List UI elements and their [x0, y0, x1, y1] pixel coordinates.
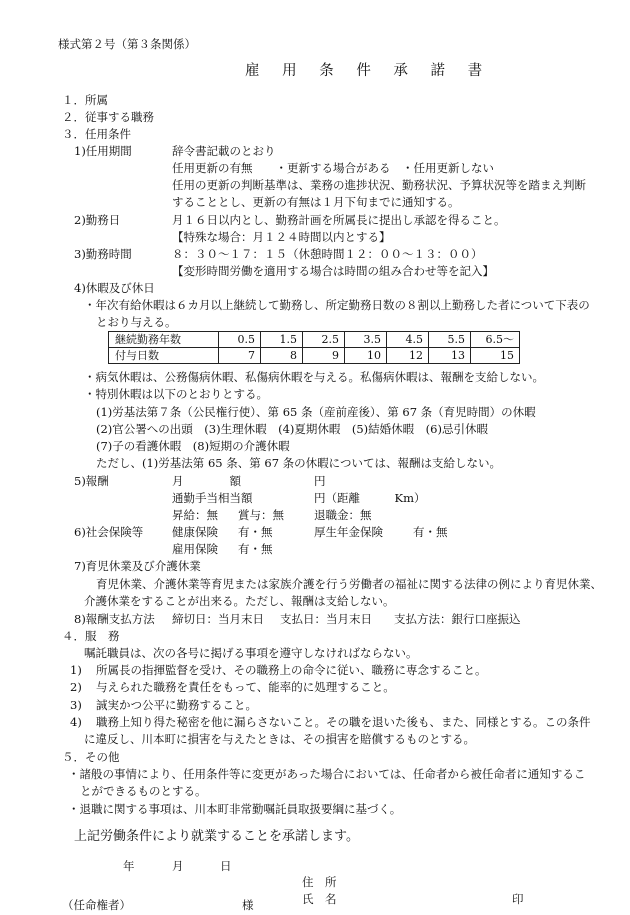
service-item-3-number: 3) [70, 698, 82, 712]
term-line-1: 辞令書記載のとおり [172, 144, 276, 158]
pay-raise: 昇給：無 [172, 508, 218, 522]
table-cell: 10 [345, 348, 387, 364]
table-cell: 9 [303, 348, 345, 364]
table-header-years: 継続勤務年数 [109, 332, 219, 348]
table-cell: 4.5 [387, 332, 429, 348]
section-affiliation: １．所属 [62, 93, 108, 107]
service-item-4-number: 4) [70, 715, 82, 729]
other-item-1b: とができるものとする。 [80, 784, 207, 798]
section-service: ４．服 務 [62, 629, 120, 643]
table-cell: 7 [219, 348, 261, 364]
other-item-1a: ・諸般の事情により、任用条件等に変更があった場合においては、任命者から被任命者に通知するこ [68, 767, 586, 781]
workdays-line-1: 月１６日以内とし、勤務計画を所属長に提出し承認を得ること。 [172, 213, 506, 227]
table-cell: 13 [429, 348, 471, 364]
health-insurance: 健康保険 [172, 525, 218, 539]
pay-retirement: 退職金：無 [314, 508, 372, 522]
table-cell: 6.5～ [471, 332, 520, 348]
name-label: 氏 名 [302, 892, 337, 906]
payment-method: 支払方法：銀行口座振込 [394, 612, 521, 626]
leave-special-3: (7)子の看護休暇 (8)短期の介護休暇 [96, 439, 290, 453]
service-item-2: 与えられた職務を責任をもって、能率的に処理すること。 [96, 680, 395, 694]
hours-line-1: ８：３０～１７：１５（休憩時間１２：００～１３：００） [172, 247, 483, 261]
table-cell: 1.5 [261, 332, 303, 348]
other-item-2: ・退職に関する事項は、川本町非常勤嘱託員取扱要綱に基づく。 [68, 802, 402, 816]
workdays-label: 2)勤務日 [74, 213, 121, 227]
annual-leave-table [108, 331, 520, 364]
document-title: 雇 用 条 件 承 諾 書 [245, 63, 492, 79]
leave-special: ・特別休暇は以下のとおりとする。 [84, 387, 268, 401]
table-cell: 8 [261, 348, 303, 364]
health-insurance-value: 有・無 [238, 525, 273, 539]
hours-label: 3)勤務時間 [74, 247, 132, 261]
section-conditions: ３．任用条件 [62, 127, 131, 141]
service-item-1-number: 1) [70, 663, 82, 677]
leave-special-2: (2)官公署への出頭 (3)生理休暇 (4)夏期休暇 (5)結婚休暇 (6)忌引休暇 [96, 422, 488, 436]
service-item-2-number: 2) [70, 680, 82, 694]
consent-statement: 上記労働条件により就業することを承諾します。 [74, 829, 359, 844]
date-year: 年 [123, 859, 135, 873]
pay-commute: 通勤手当相当額 [172, 491, 253, 505]
leave-label: 4)休暇及び休日 [74, 281, 155, 295]
pension-insurance: 厚生年金保険 [314, 525, 383, 539]
employment-insurance: 雇用保険 [172, 542, 218, 556]
form-number: 様式第２号（第３条関係） [58, 37, 196, 51]
insurance-label: 6)社会保険等 [74, 525, 144, 539]
appointer-honorific: 様 [242, 898, 254, 912]
pay-bonus: 賞与：無 [238, 508, 284, 522]
table-cell: 5.5 [429, 332, 471, 348]
leave-annual-2: とおり与える。 [96, 315, 177, 329]
address-label: 住 所 [302, 875, 337, 889]
section-other: ５．その他 [62, 750, 120, 764]
service-item-4b: に違反し、川本町に損害を与えたときは、その損害を賠償するものとする。 [84, 732, 475, 746]
service-item-1: 所属長の指揮監督を受け、その職務上の命令に従い、職務に専念すること。 [96, 663, 487, 677]
table-cell: 12 [387, 348, 429, 364]
table-header-days: 付与日数 [109, 348, 219, 364]
appointer-label: （任命権者） [62, 898, 131, 912]
childcare-line-2: 介護休業をすることが出来る。ただし、報酬は支給しない。 [84, 594, 395, 608]
payment-date: 支払日：当月末日 [280, 612, 372, 626]
seal-mark: 印 [512, 892, 524, 906]
workdays-line-2: 【特殊な場合：月１２４時間以内とする】 [172, 230, 391, 244]
table-cell: 3.5 [345, 332, 387, 348]
payment-cutoff: 締切日：当月末日 [172, 612, 264, 626]
service-item-3: 誠実かつ公平に勤務すること。 [96, 698, 257, 712]
leave-special-note: ただし、(1)労基法第 65 条、第 67 条の休暇については、報酬は支給しない。 [96, 456, 501, 470]
hours-line-2: 【変形時間労働を適用する場合は時間の組み合わせ等を記入】 [172, 264, 494, 278]
leave-sick: ・病気休暇は、公務傷病休暇、私傷病休暇を与える。私傷病休暇は、報酬を支給しない。 [84, 370, 544, 384]
date-month: 月 [172, 859, 184, 873]
table-row [109, 348, 520, 364]
section-duties: ２．従事する職務 [62, 110, 154, 124]
service-item-4a: 職務上知り得た秘密を他に漏らさないこと。その職を退いた後も、また、同様とする。この条件 [96, 715, 591, 729]
table-row [109, 332, 520, 348]
employment-insurance-value: 有・無 [238, 542, 273, 556]
pay-monthly-yen: 円 [314, 474, 326, 488]
service-intro: 嘱託職員は、次の各号に掲げる事項を遵守しなければならない。 [84, 646, 418, 660]
pay-label: 5)報酬 [74, 474, 109, 488]
table-cell: 0.5 [219, 332, 261, 348]
pay-commute-yen: 円（距離 Km） [314, 491, 426, 505]
pension-insurance-value: 有・無 [413, 525, 448, 539]
term-line-2: 任用更新の有無 ・更新する場合がある ・任用更新しない [172, 161, 494, 175]
payment-method-label: 8)報酬支払方法 [74, 612, 155, 626]
leave-annual-1: ・年次有給休暇は６カ月以上継続して勤務し、所定勤務日数の８割以上勤務した者について下表の [84, 298, 590, 312]
childcare-label: 7)育児休業及び介護休業 [74, 559, 201, 573]
term-label: 1)任用期間 [74, 144, 132, 158]
term-line-4: することとし、更新の有無は１月下旬までに通知する。 [172, 195, 460, 209]
term-line-3: 任用の更新の判断基準は、業務の進捗状況、勤務状況、予算状況等を踏まえ判断 [172, 178, 586, 192]
pay-monthly: 月 額 [172, 474, 241, 488]
table-cell: 2.5 [303, 332, 345, 348]
leave-special-1: (1)労基法第７条（公民権行使）、第 65 条（産前産後）、第 67 条（育児時間）の休暇 [96, 405, 536, 419]
table-cell: 15 [471, 348, 520, 364]
date-day: 日 [220, 859, 232, 873]
childcare-line-1: 育児休業、介護休業等育児または家族介護を行う労働者の福祉に関する法律の例により育児休業、 [96, 577, 602, 591]
